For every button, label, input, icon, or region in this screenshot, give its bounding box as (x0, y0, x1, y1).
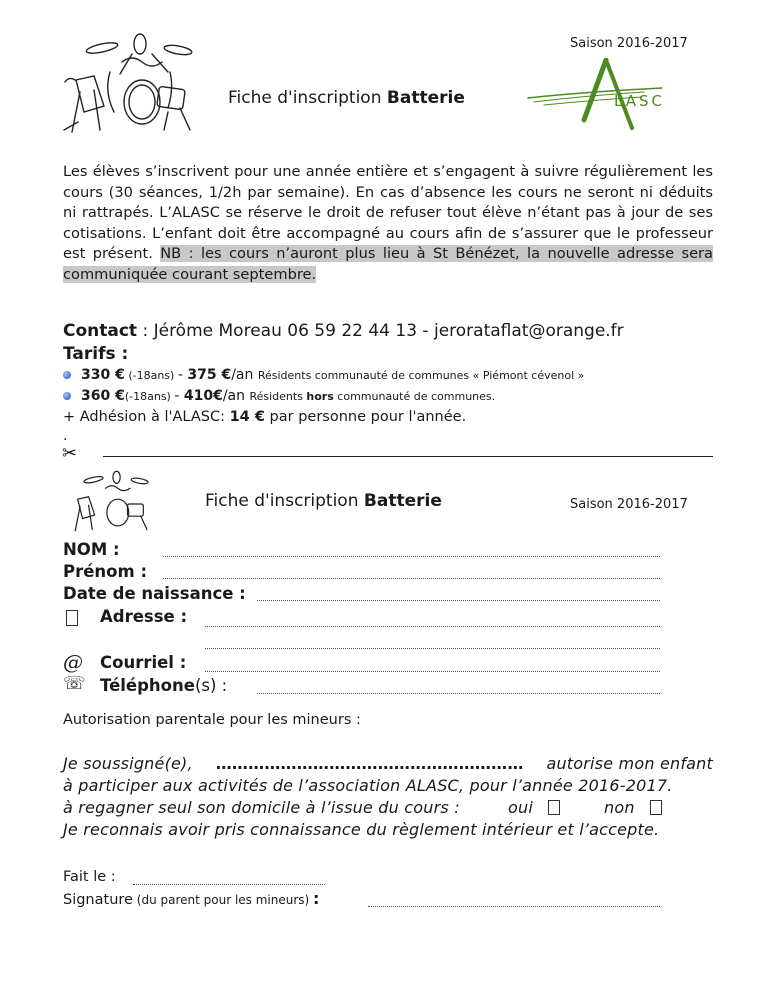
retour-text: à regagner seul son domicile à l’issue du cours : (63, 798, 460, 817)
form-title-bold: Batterie (363, 491, 442, 511)
age-note: (-18ans) (124, 390, 175, 403)
tarifs-heading: Tarifs : (63, 344, 129, 364)
courriel-label: Courriel : (100, 653, 187, 672)
signature-note: (du parent pour les mineurs) (132, 893, 314, 907)
non-option[interactable] (604, 798, 662, 817)
contact-value: : Jérôme Moreau 06 59 22 44 13 - jerorataflat@orange.fr (137, 321, 624, 341)
contact-label: Contact (63, 321, 138, 341)
soussigne-dots[interactable]: ………………………………………………… (215, 754, 524, 773)
tarif-row-non-residents (63, 388, 495, 404)
resident-note-a: Résidents (249, 390, 307, 403)
title-bold: Batterie (386, 88, 465, 108)
oui-option[interactable] (508, 798, 560, 817)
prenom-label: Prénom : (63, 562, 148, 581)
scissors-icon: ✂ (62, 443, 78, 464)
resident-note-c: communauté de communes. (333, 390, 496, 403)
fait-le-field[interactable] (133, 884, 325, 885)
fait-le-label: Fait le : (63, 869, 116, 885)
page-title (228, 88, 465, 108)
dash: - (174, 388, 184, 404)
address-box-icon (66, 610, 78, 626)
adresse-field-line1[interactable] (205, 626, 660, 627)
participation-line: à participer aux activités de l’association ALASC, pour l’année 2016-2017. (63, 776, 673, 795)
oui-checkbox[interactable] (548, 800, 560, 815)
signature-label: Signature (63, 892, 133, 908)
telephone-icon: ☏ (63, 673, 86, 694)
form-title (205, 491, 442, 511)
naissance-label: Date de naissance : (63, 584, 246, 603)
telephone-bold: Téléphone (100, 676, 195, 695)
prenom-field[interactable] (163, 578, 660, 579)
stray-dot: . (63, 428, 68, 444)
adhesion-amount: 14 € (229, 409, 265, 425)
nom-label: NOM : (63, 540, 120, 559)
soussigne-text: Je soussigné(e), (63, 754, 193, 773)
form-season-label: Saison 2016-2017 (570, 497, 688, 512)
resident-note: Résidents communauté de communes « Piémont cévenol » (257, 369, 585, 382)
drum-kit-illustration (60, 32, 205, 134)
cut-line (103, 456, 713, 457)
signature-line (63, 889, 319, 908)
non-label: non (604, 798, 635, 817)
title-prefix: Fiche d'inscription (228, 88, 387, 108)
season-label: Saison 2016-2017 (570, 36, 688, 51)
adresse-label: Adresse : (100, 607, 188, 626)
naissance-field[interactable] (257, 600, 660, 601)
courriel-field[interactable] (205, 671, 660, 672)
nom-field[interactable] (163, 556, 660, 557)
contact-line (63, 321, 624, 341)
plus-sign: + (63, 409, 76, 425)
tarif-row-residents (63, 367, 584, 383)
price: 360 € (81, 388, 125, 404)
bullet-icon (63, 392, 71, 400)
adresse-field-line2[interactable] (205, 648, 660, 649)
nb-notice: NB : les cours n’auront plus lieu à St Bénézet, la nouvelle adresse sera communiquée courant septembre. (63, 245, 713, 283)
dash: - (177, 367, 188, 383)
non-checkbox[interactable] (650, 800, 662, 815)
autorisation-heading: Autorisation parentale pour les mineurs : (63, 712, 361, 728)
telephone-rest: (s) : (194, 676, 228, 695)
adhesion-line (63, 409, 466, 425)
retour-line (63, 798, 460, 817)
reglement-line: Je reconnais avoir pris connaissance du règlement intérieur et l’accepte. (63, 820, 660, 839)
telephone-label (100, 676, 227, 695)
intro-text: Les élèves s’inscrivent pour une année entière et s’engagent à suivre régulièrement les cours (30 séances, 1/2h par semaine). En cas d’absence les cours ne seront ni déduits ni rattrapés. L’ALASC se réserve le droit de refuser tout élève n’étant pas à jour de ses cotisations. L’enfant doit être accompagné au cours afin de s’assurer que le professeur est présent. (63, 163, 713, 262)
soussigne-line (63, 754, 713, 773)
oui-label: oui (508, 798, 533, 817)
per-year: /an (231, 367, 258, 383)
intro-paragraph (63, 162, 713, 285)
adhesion-text-a: Adhésion à l'ALASC: (75, 409, 230, 425)
telephone-field[interactable] (257, 693, 660, 694)
adhesion-text-b: par personne pour l'année. (264, 409, 467, 425)
autorise-text: autorise mon enfant (546, 754, 713, 773)
price: 330 € (81, 367, 125, 383)
bullet-icon (63, 371, 71, 379)
year-price: 410€ (183, 388, 223, 404)
signature-colon: : (313, 889, 320, 908)
drum-kit-illustration-small (62, 470, 162, 532)
resident-note-b: hors (306, 390, 334, 403)
signature-field[interactable] (368, 906, 660, 907)
at-icon: @ (63, 650, 83, 674)
logo-text: LASC (614, 92, 665, 110)
age-note: (-18ans) (124, 369, 178, 382)
year-price: 375 € (187, 367, 232, 383)
form-title-prefix: Fiche d'inscription (205, 491, 364, 511)
per-year: /an (222, 388, 250, 404)
